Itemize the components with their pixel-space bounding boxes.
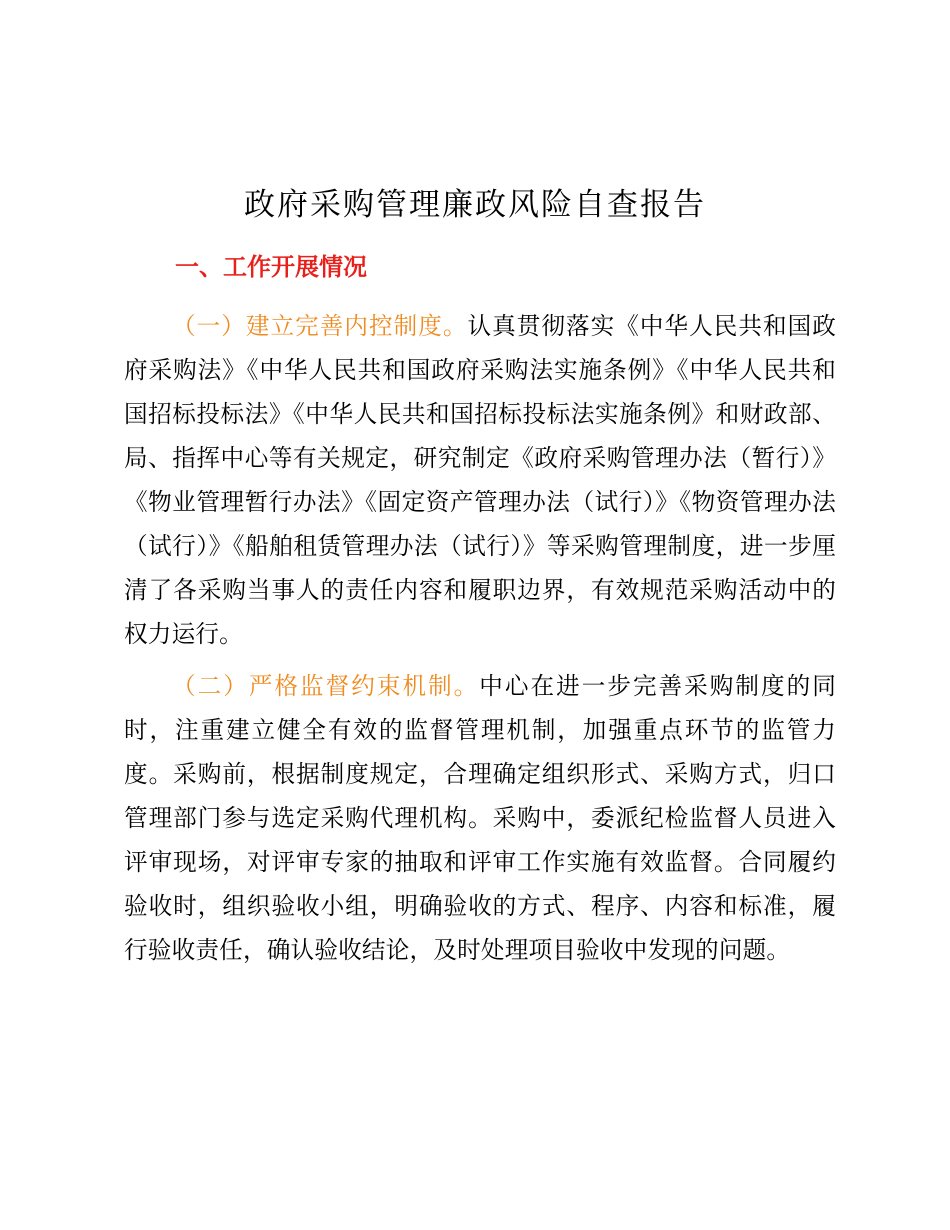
- paragraph-lead-internal-control: （一）建立完善内控制度。: [172, 312, 468, 340]
- paragraph-body-internal-control: 认真贯彻落实《中华人民共和国政府采购法》《中华人民共和国政府采购法实施条例》《中华人民共和国招标投标法》《中华人民共和国招标投标法实施条例》和财政部、局、指挥中心等有关规定，研究制定《政府采购管理办法（暂行）》《物业管理暂行办法》《固定资产管理办法（试行）》《物资管理办法（试行）》《船舶租赁管理办法（试行）》等采购管理制度，进一步厘清了各采购当事人的责任内容和履职边界，有效规范采购活动中的权力运行。: [124, 312, 836, 648]
- paragraph-lead-supervision-mechanism: （二）严格监督约束机制。: [172, 672, 480, 700]
- section-heading-work-progress: 一、工作开展情况: [175, 253, 367, 281]
- paragraph-internal-control: [124, 304, 836, 656]
- paragraph-body-supervision-mechanism: 中心在进一步完善采购制度的同时，注重建立健全有效的监督管理机制，加强重点环节的监管力度。采购前，根据制度规定，合理确定组织形式、采购方式，归口管理部门参与选定采购代理机构。采购中，委派纪检监督人员进入评审现场，对评审专家的抽取和评审工作实施有效监督。合同履约验收时，组织验收小组，明确验收的方式、程序、内容和标准，履行验收责任，确认验收结论，及时处理项目验收中发现的问题。: [124, 672, 836, 964]
- document-title: 政府采购管理廉政风险自查报告: [244, 187, 706, 223]
- paragraph-supervision-mechanism: [124, 664, 836, 972]
